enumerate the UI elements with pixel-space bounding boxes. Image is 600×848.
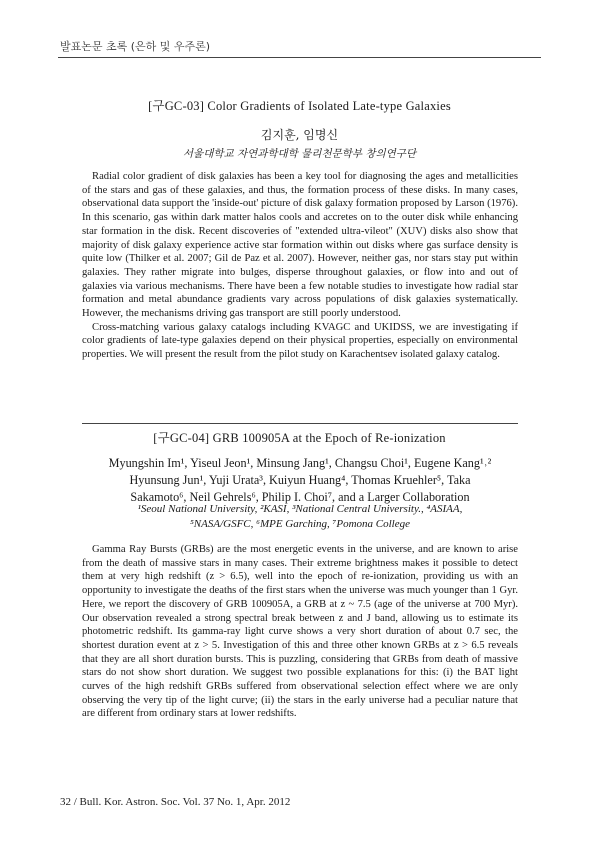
abstract-body-gc03 [82,170,518,362]
affiliation-line: ⁵NASA/GSFC, ⁶MPE Garching, ⁷Pomona College [189,517,411,530]
abstract-title-gc03: [구GC-03] Color Gradients of Isolated Late-type Galaxies [148,99,451,113]
paragraph: Cross-matching various galaxy catalogs including KVAGC and UKIDSS, we are investigating if color gradients of late-type galaxies depend on their physical properties, especially on environmental properties. We will present the result from the pilot study on Karachentsev isolated galaxy catalog. [82,321,518,361]
page-footer: 32 / Bull. Kor. Astron. Soc. Vol. 37 No. 1, Apr. 2012 [60,796,291,808]
header-rule [58,57,541,58]
affiliation-gc03: 서울대학교 자연과학대학 물리천문학부 창의연구단 [182,148,417,160]
authors-gc04 [82,455,518,506]
author-line: Hyunsung Jun¹, Yuji Urata³, Kuiyun Huang⁴, Thomas Kruehler⁵, Taka [129,473,471,487]
author-line: Myungshin Im¹, Yiseul Jeon¹, Minsung Jang¹, Changsu Choi¹, Eugene Kang¹˒² [108,456,492,470]
running-head: 발표논문 초록 (은하 및 우주론) [60,40,211,53]
abstract-body-gc04 [82,543,518,721]
affiliation-line: ¹Seoul National University, ²KASI, ³National Central University., ⁴ASIAA, [137,503,463,515]
authors-gc03: 김지훈, 임명신 [260,128,339,142]
author-line: Sakamoto⁶, Neil Gehrels⁶, Philip I. Choi⁷, and a Larger Collaboration [130,490,470,504]
section-rule [82,423,518,424]
paragraph: Gamma Ray Bursts (GRBs) are the most energetic events in the universe, and are known to arise from the death of massive stars in many cases. Their extreme brightness makes it possible to detect them at very high redshift (z > 6.5), well into the epoch of re-ionization, providing us with an opportunity to investigate the deaths of the first stars when the universe was much younger than 1 Gyr. Here, we report the discovery of GRB 100905A, a GRB at z ~ 7.5 (age of the universe at 700 Myr). Our observation revealed a strong spectral break between z and J band, allowing us to estimate its photometric redshift. Its gamma-ray light curve shows a very short duration of about 0.7 sec, the shortest duration event at z > 5. Investigation of this and three other known GRBs at z > 6.5 reveals that they are all short duration bursts. This is puzzling, considering that GRBs from death of massive stars do not show short duration. We suggest two possible explanations for this: (i) the BAT light curves of the high redshift GRBs suffered from observational selection effect where we are only observing the very tip of the light curve; (ii) the stars in the early universe had a peculiar nature that are different from ordinary stars at lower redshifts. [82,544,518,720]
affiliation-gc04 [82,502,518,531]
abstract-title-gc04: [구GC-04] GRB 100905A at the Epoch of Re-ionization [153,431,446,445]
paragraph: Radial color gradient of disk galaxies has been a key tool for diagnosing the ages and metallicities of the stars and gas of these galaxies, and thus, the formation process of these disks. In many cases, observational data support the 'inside-out' picture of disk galaxy formation proposed by Larson (1976). In this scenario, gas within dark matter halos cools and accretes on to the outer disk while enhancing star formation in the disk. Recent discoveries of "extended ultra-vileot" (XUV) disks also show that majority of disk galaxy experience active star formation within out disks where gas surface density is quite low (Thilker et al. 2007; Gil de Paz et al. 2007). However, neither gas, nor stars stay put within galaxies. They rather migrate into bulges, disperse throughout galaxies, or flow into and out of galaxies via various mechanisms. There have been a few notable studies to investigate how radial star formation and metal abundance gradients vary across populations of disk galaxies systematically. However, the mechanisms driving gas transport are still poorly understood. [82,171,518,320]
